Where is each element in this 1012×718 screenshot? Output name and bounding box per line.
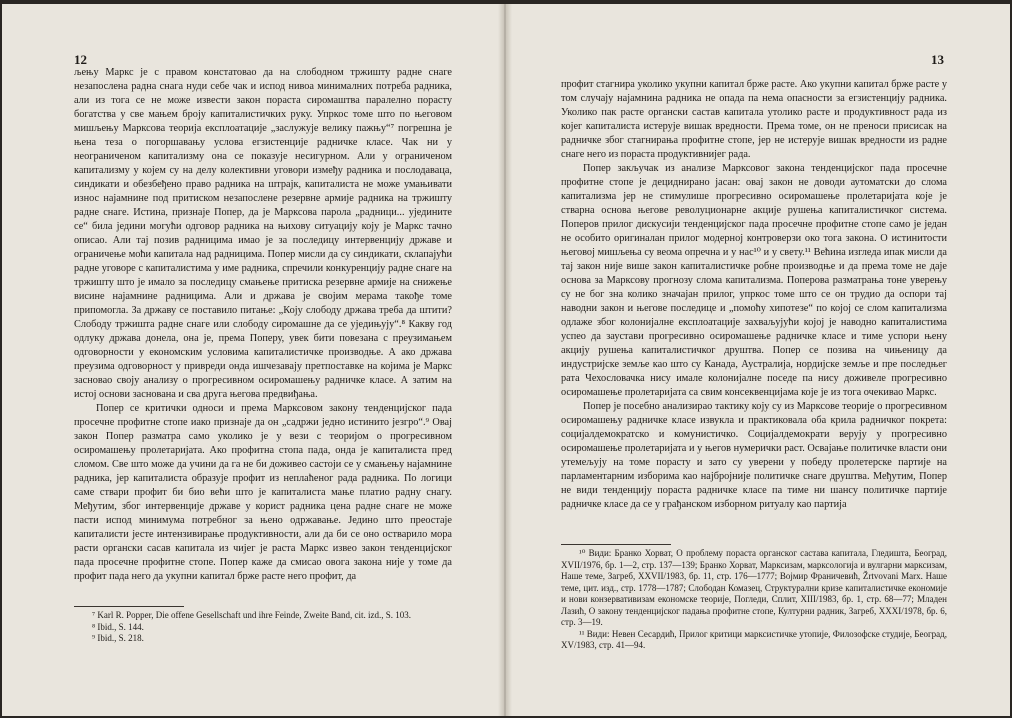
left-page (2, 4, 504, 716)
page-number: 13 (931, 52, 944, 67)
paragraph: љењу Маркс је с правом констатовао да на слободном тржишту радне снаге незапослена радна снага нуди себе чак и испод нивоа минималних потреба радника, али из тога се не може извести закон пораста сиромаштва паралелно порасту богатства у све мањем броју капиталистичких руку. Упркос томе што по његовом мишљењу Марксова теорија експлоатације „заслужује велику пажњу“⁷ погрешна је њена теза о погоршавању услова егзистенције радничке класе. Чак ни у неограниченом капитализму она се показује несигурном. Али у ограниченом капитализму у којем су на делу колективни уговори између радника и послодаваца, синдикати и обезбеђено право радника на штрајк, капиталиста не може умањивати износ најамнине под притиском незапослене резервне армије радника на тржишту радне снаге. Истина, признаје Попер, да је Марксова парола „радници... уједините се“ била једини могући одговор радника на њихову ситуацију коју је Маркс тачно описао. Али тај позив радницима имао је за последицу интервенцију државе и ограничење моћи капитала над радницима. Попер мисли да су синдикати, склапајући радне уговоре с капиталистима у име радника, спречили конкуренцију радне снаге на тржишту што је имало за последицу смањење притиска резервне армије на снижење висине најамнине радницима. Али и држава је својим мерама такође томе припомогла. За државу се поставило питање: „Коју слободу држава треба да штити? Слободу тржишта радне снаге или слободу сиромашне да се уједињују“.⁸ Какву год одлуку држава донела, она је, према Поперу, увек бити повезана с преузимањем одговорности у економским условима капиталистичке производње. А ако држава преузима одговорност у привреди онда ишчезавају претпоставке на којима је Маркс засновао своју анализу о прогресивном осиромашењу радничке класе. А затим на истој основи заснована и сва друга његова предвиђања. (74, 67, 452, 400)
body-text (74, 66, 452, 584)
footnote: ¹¹ Види: Невен Сесардић, Прилог критици марксистичке утопије, Филозофске студије, Београд, XV/1983, стр. 41—94. (561, 628, 947, 650)
footnote: ⁸ Ibid., S. 144. (92, 621, 144, 632)
right-page (507, 4, 1010, 716)
book-gutter (498, 4, 512, 716)
footnote-rule (561, 544, 671, 545)
footnote-rule (74, 606, 184, 607)
paragraph: профит стагнира уколико укупни капитал брже расте. Ако укупни капитал брже расте у том случају најамнина радника не опада па нема опасности за егзистенцију радника. Уколико пак расте органски састав капитала утолико расте и продуктивност рада из којег капиталиста истерује вишак вредности. Према томе, он не преноси присисак на радничке због стагнирања профитне стопе, јер не истерује вишак вредности из радне снаге него из пораста продуктивнијег рада. (561, 79, 947, 160)
page-number: 12 (74, 52, 87, 67)
footnotes (561, 548, 947, 652)
body-text (561, 78, 947, 512)
footnote: ¹⁰ Види: Бранко Хорват, О проблему пораста органског састава капитала, Гледишта, Београд, XVII/1976, бр. 1—2, стр. 137—139; Бранко Хорват, Марксизам, марксологија и вулгарни марксизам, Наше теме, Загреб, XXVII/1983, бр. 11, стр. 176—1777; Војмир Франичевић, Žrtvovani Marx. Наше теме, цит. изд., стр. 1778—1787; Слободан Комазец, Структурални кризе капиталистичке економије и нови конзервативизам економске теорије, Погледи, Сплит, XIII/1983, бр. 1, стр. 68—77; Младен Лазић, О закону тенденцијског падања профитне стопе, Културни радник, Загреб, XXXI/1978, бр. 6, стр. 3—19. (561, 548, 947, 627)
footnote: ⁹ Ibid., S. 218. (92, 633, 144, 643)
paragraph: Попер закључак из анализе Марксовог закона тенденцијског пада просечне профитне стопе је дециднирано јасан: овај закон не доводи аутоматски до слома капитализма јер не стимулише прогресивно осиромашење пролетаријата које је стварна основа његове револуционарне акције рушења капиталистичког система. Поперов прилог дискусији тенденцијског пада просечне профитне стопе само је један не особито оригиналан прилог модерној контроверзи око тога закона. О истинитости његовој мишљења су веома опречна и у нас¹⁰ и у свету.¹¹ Већина изгледа ипак мисли да тај закон није више закон капиталистичке робне производње и да према томе не даје основа за Марксову прогнозу слома капитализма. Поперова разматрања тоне уверењу су не бог зна колико значајан прилог, упркос томе што се он трудио да оспори тај наводни закон и његове последице и „помоћу хипотезе“ по којој се слом капитализма одлаже због колонијалне експлоатације захваљујући којој је наводно капиталистима успео да заустави прогресивно осиромашење радничке класе и тиме успори њену акцију рушења капиталистичког друштва. Попер се позива на чињеницу да индустријске земље као што су Канада, Аустралија, нордијске земље и пре последњег рата Чехословачка нису имале колонијалне поседе па нису доживеле прогресивно осиромашење пролетаријата са свим консеквенцијама које је из тога очекивао Маркс. (561, 163, 947, 398)
footnote: ⁷ Karl R. Popper, Die offene Gesellschaft und ihre Feinde, Zweite Band, cit. izd., S. 103. (92, 610, 412, 620)
footnotes (74, 610, 452, 645)
paragraph: Попер је посебно анализирао тактику коју су из Марксове теорије о прогресивном осиромашењу радничке класе извукла и практиковала оба крила радничког покрета: социјалдемократско и комунистичко. Социјалдемократи верују у прогресивно осиромашење пролетаријата и у његов нумерички раст. Освајање политичке власти они утемељују на томе порасту и зато су уверени у победу пролетерске партије на парламентарним изборима као најбројније политичке снаге друштва. Међутим, Попер не види тенденцију пораста радничке класе па тиме ни шансу политичке партије радничке класе да се у грађанском изборном ритуалу као партија (561, 401, 947, 510)
paragraph: Попер се критички односи и према Марксовом закону тенденцијског пада просечне профитне стопе иако признаје да он „садржи једно истинито језгро“.⁹ Овај закон Попер разматра само уколико је у вези с теоријом о прогресивном осиромашењу пролетаријата. Ако профитна стопа пада, онда је капиталиста пред сломом. Све што може да учини да га не би доживео састоји се у смањењу најамнине радника, јер капиталиста образује профит из неплаћеног рада радника. По логици саме ствари профит би био већи што је капиталиста мање платио радну снагу. Међутим, због интервенције државе у корист радника цена радне снаге не може пасти испод минимума потребног за њено одржавање. Једино што преостаје капиталисти јесте интензивирање продуктивности, али да би се оно остварило мора расти органски сасав капитала из чијег је раста Маркс извео закон тенденцијског пада просечне профитне стопе. Попер каже да смисао овога закона није у томе да профит пада него да укупни капитал брже расте него профит, да (74, 403, 452, 582)
